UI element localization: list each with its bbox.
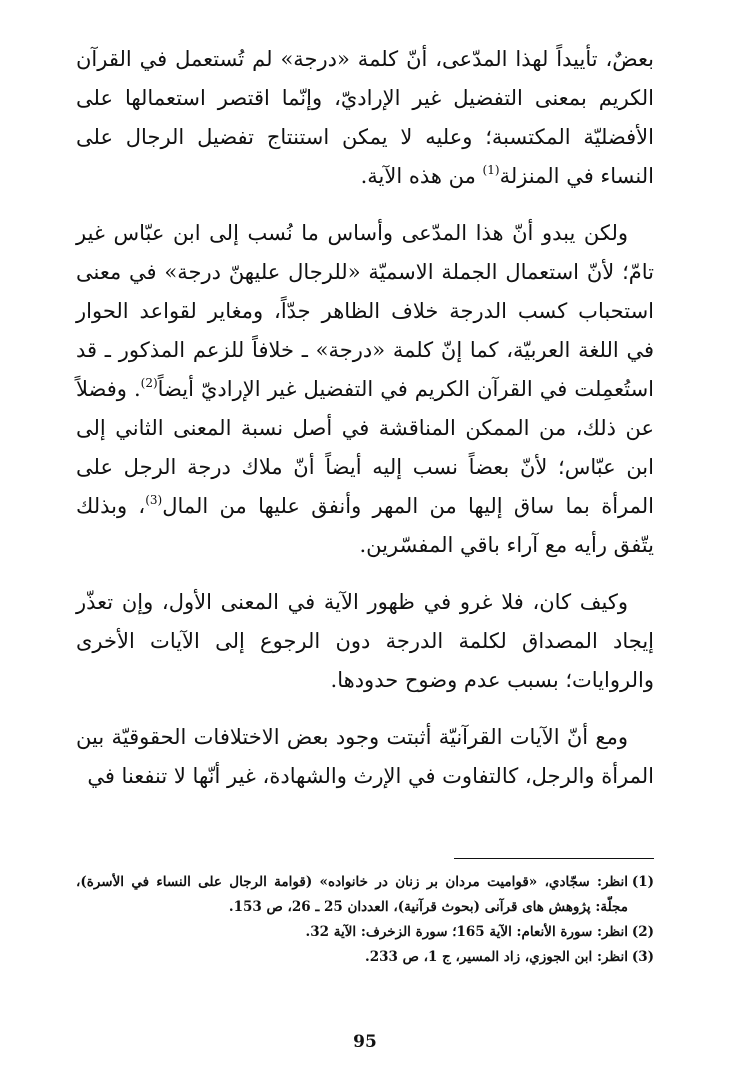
paragraph-1: [76, 40, 654, 196]
footnote-number: (1): [631, 874, 654, 890]
footnote-3: [76, 945, 654, 970]
footnote-ref-3[interactable]: (3): [145, 493, 163, 507]
footnote-2: [76, 920, 654, 945]
footnote-text: انظر: ابن الجوزي، زاد المسير، ج 1، ص 233.: [365, 949, 628, 965]
paragraph-2-text-b: . وفضلاً عن ذلك، من الممكن المناقشة في أصل نسبة المعنى الثاني إلى ابن عبّاس؛ لأنّ بعضاً نسب إليه أيضاً أنّ ملاك درجة الرجل على المرأة بما ساق إليها من المهر وأنفق عليها من المال: [76, 377, 655, 518]
footnote-1: [76, 870, 654, 920]
footnote-divider: [454, 858, 654, 859]
paragraph-4: [76, 718, 654, 796]
footnotes: [76, 870, 654, 970]
footnote-number: (3): [631, 949, 654, 965]
paragraph-3: [76, 583, 654, 700]
paragraph-2-text-c: ، وبذلك يتّفق رأيه مع آراء باقي المفسّرين.: [76, 494, 654, 557]
page-number: 95: [353, 1032, 377, 1052]
paragraph-1-text-a: بعضٌ، تأييداً لهذا المدّعى، أنّ كلمة «درجة» لم تُستعمل في القرآن الكريم بمعنى التفضيل غير الإراديّ، وإنّما اقتصر استعمالها على الأفضليّة المكتسبة؛ وعليه لا يمكن استنتاج تفضيل الرجال على النساء في المنزلة: [76, 47, 654, 188]
footnote-ref-2[interactable]: (2): [140, 376, 158, 390]
footnote-number: (2): [631, 924, 654, 940]
paragraph-1-text-b: من هذه الآية.: [360, 164, 483, 188]
paragraph-4-text: ومع أنّ الآيات القرآنيّة أثبتت وجود بعض الاختلافات الحقوقيّة بين المرأة والرجل، كالتفاوت في الإرث والشهادة، غير أنّها لا تنفعنا في: [76, 725, 654, 788]
footnote-ref-1[interactable]: (1): [482, 163, 500, 177]
book-page: [76, 40, 654, 1089]
footnote-text: انظر: سورة الأنعام: الآية 165؛ سورة الزخرف: الآية 32.: [305, 924, 628, 940]
paragraph-3-text: وكيف كان، فلا غرو في ظهور الآية في المعنى الأول، وإن تعذّر إيجاد المصداق لكلمة الدرجة دون الرجوع إلى الآيات الأخرى والروايات؛ بسبب عدم وضوح حدودها.: [76, 590, 654, 692]
body-text: [76, 40, 654, 796]
footnote-text: انظر: سجّادي، «قواميت مردان بر زنان در خانواده» (قوامة الرجال على النساء في الأسرة)، مجلّة: پژوهش هاى قرآنى (بحوث قرآنية)، العددان 25 ـ 26، ص 153.: [76, 874, 628, 915]
paragraph-2-text-a: ولكن يبدو أنّ هذا المدّعى وأساس ما نُسب إلى ابن عبّاس غير تامّ؛ لأنّ استعمال الجملة الاسميّة «للرجال عليهنّ درجة» في معنى استحباب كسب الدرجة خلاف الظاهر جدّاً، ومغاير لقواعد الحوار في اللغة العربيّة، كما إنّ كلمة «درجة» ـ خلافاً للزعم المذكور ـ قد استُعمِلت في القرآن الكريم في التفضيل غير الإراديّ أيضاً: [76, 221, 654, 401]
paragraph-2: [76, 214, 654, 565]
